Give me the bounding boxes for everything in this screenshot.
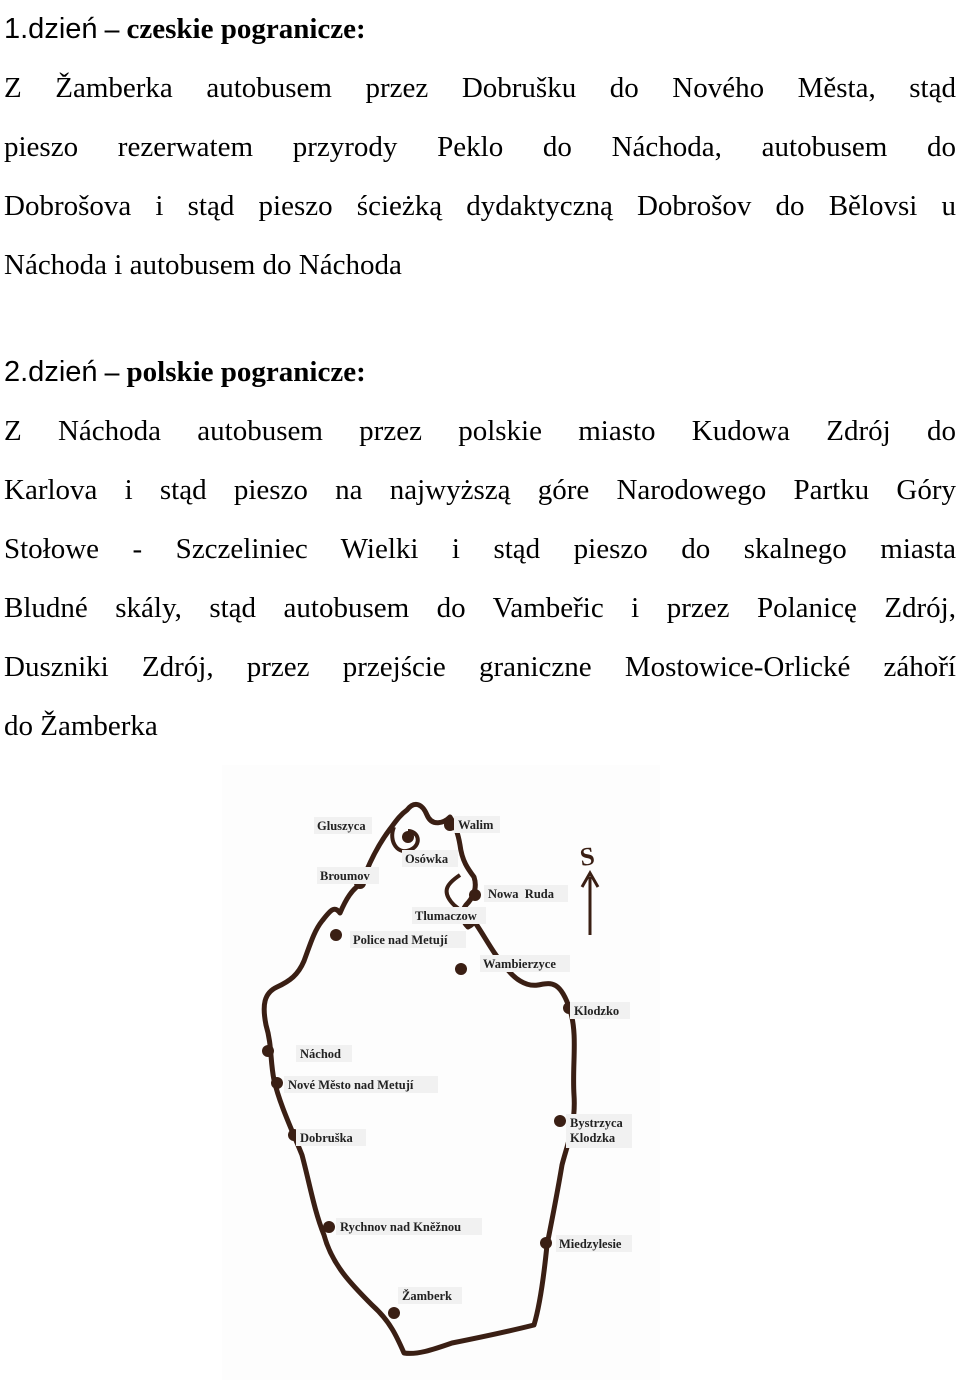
day1-line: Z Žamberka autobusem przez Dobrušku do Nového Města, stąd <box>4 72 956 104</box>
map-stop-dot <box>262 1045 274 1057</box>
place-police: Police nad Metují <box>353 933 448 947</box>
place-bystrzyca-2: Klodzka <box>570 1131 616 1145</box>
place-nowa-ruda: Nowa Ruda <box>488 887 554 901</box>
place-bystrzyca: Bystrzyca <box>570 1116 623 1130</box>
place-klodzko: Klodzko <box>574 1004 620 1018</box>
day2-heading-title: polskie pogranicze: <box>126 356 366 388</box>
day1-line: Dobrošova i stąd pieszo ścieżką dydaktyczną Dobrošov do Bělovsi u <box>4 190 956 222</box>
day1-heading-prefix: 1.dzień <box>4 13 98 45</box>
place-miedzylesie: Miedzylesie <box>559 1237 622 1251</box>
route-map <box>222 765 660 1380</box>
day2-line: Z Náchoda autobusem przez polskie miasto Kudowa Zdrój do <box>4 415 956 447</box>
place-nove-mesto: Nové Město nad Metují <box>288 1078 414 1092</box>
day1-line: pieszo rezerwatem przyrody Peklo do Náchoda, autobusem do <box>4 131 956 163</box>
day1-line: Náchoda i autobusem do Náchoda <box>4 249 402 281</box>
map-stop-dot <box>554 1115 566 1127</box>
map-stop-dot <box>469 889 481 901</box>
place-tlumaczow: Tlumaczow <box>415 909 477 923</box>
day2-line: do Žamberka <box>4 710 158 742</box>
day2-heading-prefix: 2.dzień <box>4 356 98 388</box>
map-stop-dot <box>540 1237 552 1249</box>
day1-heading-title: czeskie pogranicze: <box>126 13 366 45</box>
map-stop-dot <box>402 831 414 843</box>
day2-line: Bludné skály, stąd autobusem do Vambeřic i przez Polanicę Zdrój, <box>4 592 956 624</box>
place-nachod: Náchod <box>300 1047 341 1061</box>
north-label: S <box>577 841 597 872</box>
map-stop-dot <box>271 1077 283 1089</box>
place-zamberk: Žamberk <box>402 1289 452 1303</box>
place-gluszyca: Gluszyca <box>317 819 366 833</box>
map-stop-dot <box>323 1221 335 1233</box>
day2-section <box>4 343 956 756</box>
place-wambierzyce: Wambierzyce <box>483 957 556 971</box>
map-stop-dot <box>388 1307 400 1319</box>
day1-heading-dash: – <box>104 13 120 45</box>
place-broumov: Broumov <box>320 869 370 883</box>
place-rychnov: Rychnov nad Kněžnou <box>340 1220 462 1234</box>
day2-heading-dash: – <box>104 356 120 388</box>
day2-line: Karlova i stąd pieszo na najwyższą góre Narodowego Partku Góry <box>4 474 956 506</box>
map-stop-dot <box>330 929 342 941</box>
day2-heading <box>4 343 956 402</box>
route-map-drawing <box>222 765 660 1380</box>
place-osowka: Osówka <box>405 852 449 866</box>
day2-line: Duszniki Zdrój, przez przejście graniczne Mostowice-Orlické záhoří <box>4 651 956 683</box>
map-stop-dot <box>455 963 467 975</box>
day1-heading <box>4 0 956 59</box>
day2-line: Stołowe - Szczeliniec Wielki i stąd pieszo do skalnego miasta <box>4 533 956 565</box>
place-dobruska: Dobruška <box>300 1131 353 1145</box>
place-walim: Walim <box>458 818 494 832</box>
day1-section <box>4 0 956 295</box>
